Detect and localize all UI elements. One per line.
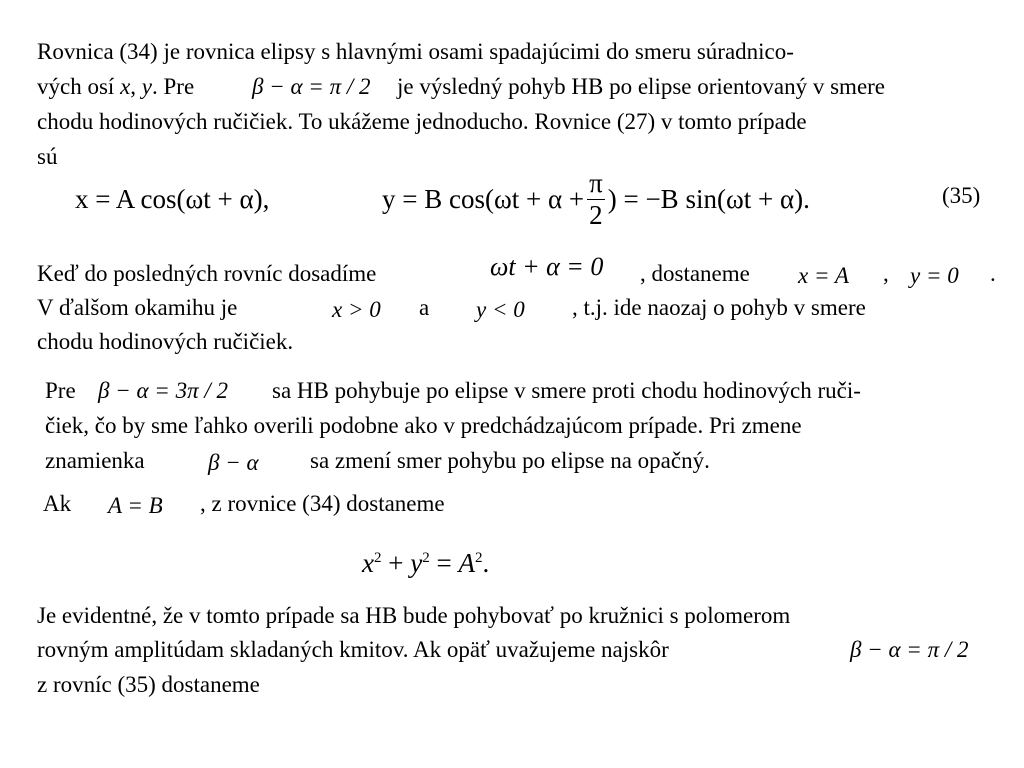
p3-phase-difference: β − α	[208, 450, 259, 475]
eq35-right	[382, 170, 810, 229]
p1-line1: Rovnica (34) je rovnica elipsy s hlavnými osami spadajúcimi do smeru súradnico-	[37, 39, 794, 64]
p2-line1-text-b: , dostaneme	[640, 261, 750, 286]
p5-line3: z rovníc (35) dostaneme	[37, 672, 260, 697]
p3-line1-text-b: sa HB pohybuje po elipse v smere proti chodu hodinových ruči-	[272, 378, 861, 403]
p4-text-b: , z rovnice (34) dostaneme	[200, 491, 445, 516]
p2-phase-zero: ωt + α = 0	[490, 252, 604, 281]
p1-x-symbol: x	[120, 74, 131, 99]
p1-comma: ,	[130, 74, 142, 99]
p2-y-negative: y < 0	[476, 297, 525, 322]
circle-eq-equals: =	[429, 548, 459, 578]
circle-eq-a: A	[458, 548, 475, 578]
p1-line4: sú	[37, 144, 58, 169]
p2-comma: ,	[883, 261, 889, 286]
p1-line2-text-a: vých osí	[37, 74, 121, 99]
p1-line2	[37, 75, 194, 98]
p4-a-equals-b: A = B	[108, 493, 163, 518]
p3-line3-text-b: sa zmení smer pohybu po elipse na opačný.	[310, 448, 710, 473]
eq35-right-post: ) = −B sin(ωt + α).	[607, 184, 810, 214]
p1-line3: chodu hodinových ručičiek. To ukážeme jednoducho. Rovnice (27) v tomto prípade	[37, 109, 807, 134]
p2-y-equals-zero: y = 0	[910, 263, 959, 288]
circle-eq-a-exponent: 2	[474, 550, 483, 566]
p2-line3: chodu hodinových ručičiek.	[37, 329, 294, 354]
circle-eq-x-exponent: 2	[373, 550, 382, 566]
p1-line2-text-c: je výsledný pohyb HB po elipse orientovaný v smere	[397, 74, 886, 99]
eq35-fraction-numerator: π	[589, 168, 603, 198]
p3-line1-text-a: Pre	[45, 378, 76, 403]
p1-line2-text-b: . Pre	[152, 74, 195, 99]
circle-equation	[362, 550, 489, 577]
p1-phase-condition: β − α = π / 2	[252, 74, 371, 99]
p5-line1: Je evidentné, že v tomto prípade sa HB bude pohybovať po kružnici s polomerom	[37, 603, 791, 628]
circle-eq-period: .	[482, 548, 490, 578]
eq35-number: (35)	[942, 183, 981, 208]
circle-eq-plus: +	[381, 548, 411, 578]
p3-phase-condition: β − α = 3π / 2	[98, 378, 228, 403]
eq35-fraction	[587, 170, 605, 229]
p2-period: .	[990, 261, 996, 286]
p2-x-equals-a: x = A	[798, 263, 849, 288]
eq35-right-pre: y = B cos(ωt + α +	[382, 184, 585, 214]
eq35-left: x = A cos(ωt + α),	[75, 184, 270, 214]
p3-line3-text-a: znamienka	[45, 448, 145, 473]
p4-text-a: Ak	[43, 491, 72, 516]
eq35-fraction-denominator: 2	[589, 200, 603, 230]
p2-line2-text-b: , t.j. ide naozaj o pohyb v smere	[572, 295, 866, 320]
p5-line2-text-a: rovným amplitúdam skladaných kmitov. Ak opäť uvažujeme najskôr	[37, 637, 669, 662]
p2-and: a	[419, 295, 430, 320]
p2-line2-text-a: V ďalšom okamihu je	[37, 295, 238, 320]
circle-eq-x: x	[362, 548, 374, 578]
circle-eq-y-exponent: 2	[422, 550, 430, 566]
p3-line2: čiek, čo by sme ľahko overili podobne ako v predchádzajúcom prípade. Pri zmene	[45, 413, 802, 438]
p2-line1-text-a: Keď do posledných rovníc dosadíme	[37, 261, 377, 286]
p1-y-symbol: y	[141, 74, 152, 99]
p2-x-positive: x > 0	[332, 297, 381, 322]
circle-eq-y: y	[410, 548, 423, 578]
p5-phase-condition: β − α = π / 2	[850, 637, 969, 662]
